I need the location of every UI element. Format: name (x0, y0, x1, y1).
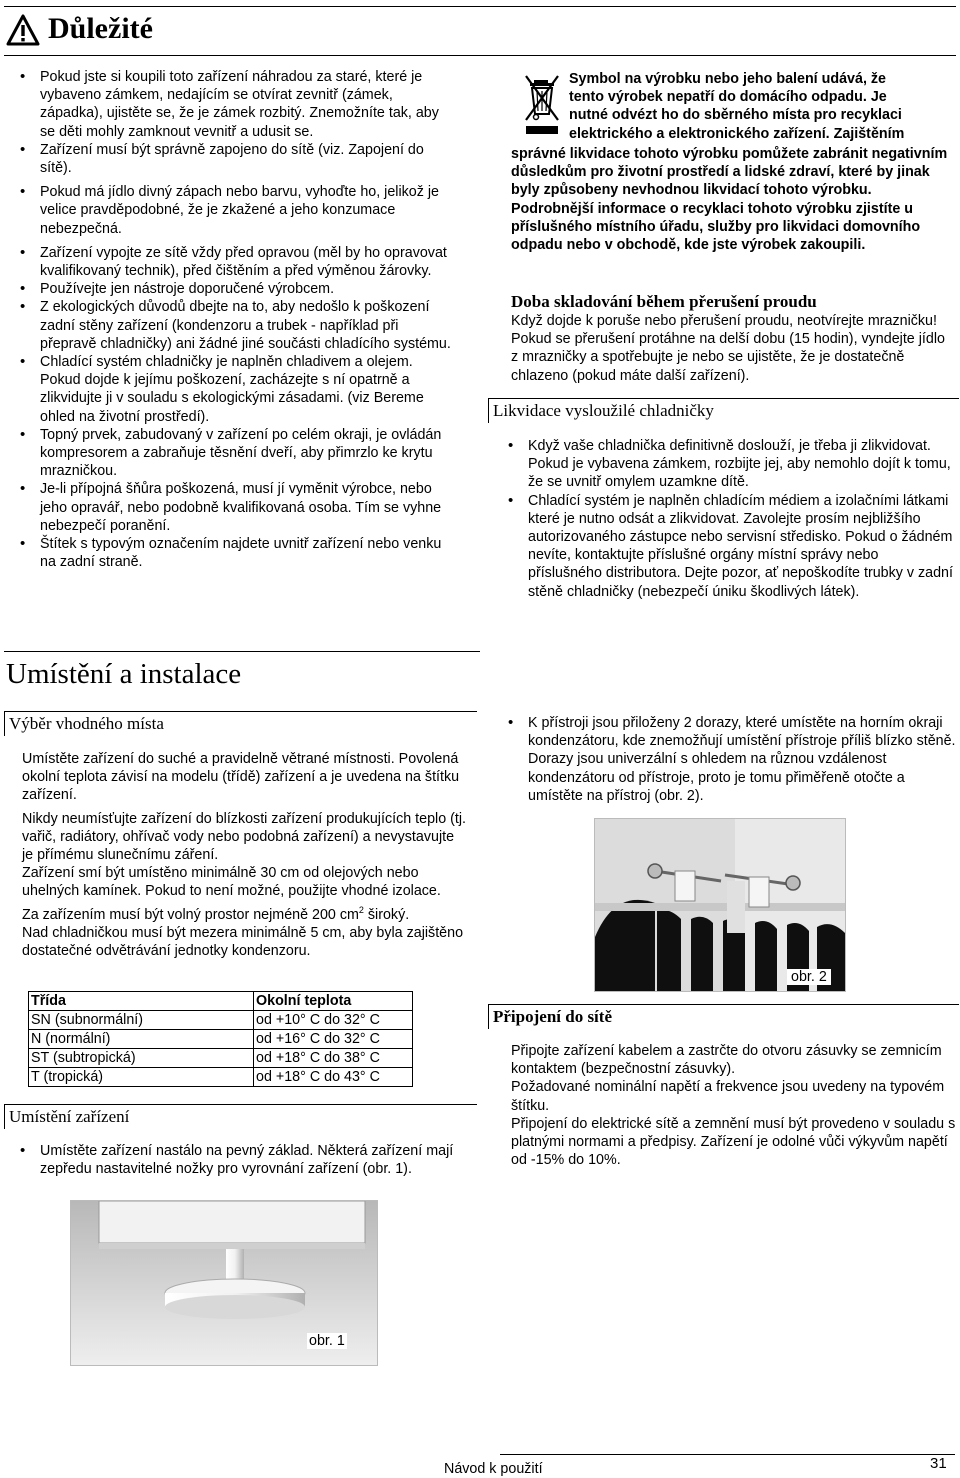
footer-rule (500, 1454, 955, 1455)
list-item: • Zařízení vypojte ze sítě vždy před opravou (měl by ho opravovat kvalifikovaný technik), před čištěním a před výměnou žárovky. (6, 244, 454, 280)
list-item: • Pokud jste si koupili toto zařízení náhradou za staré, které je vybaveno zámkem, nedajícím se otvírat zevnitř (zámek, západka), ujistěte se, že je zámek rozbitý. Znemožníte tak, aby se děti mohly zamknout vevnitř a udusit se. (6, 68, 454, 141)
page-number: 31 (930, 1455, 947, 1472)
table-cell: ST (subtropická) (29, 1049, 254, 1068)
power-outage-heading: Doba skladování během přerušení proudu (511, 292, 817, 311)
list-item: • Když vaše chladnička definitivně doslouží, je třeba ji zlikvidovat. Pokud je vybavena zámkem, rozbijte jej, aby nemohlo dojít k tomu, že se uvnitř omylem uzamkne dítě. (494, 437, 956, 492)
recycling-intro (569, 70, 960, 143)
recycling-line: tento výrobek nepatří do domácího odpadu. Je (569, 89, 887, 106)
page-title: Důležité (48, 12, 153, 45)
power-p1: Připojte zařízení kabelem a zastrčte do otvoru zásuvky se zemnicím kontaktem (bezpečnostní zásuvky). (511, 1043, 942, 1078)
location-p1: Umístěte zařízení do suché a pravidelně větrané místnosti. Povolená okolní teplota závisí na modelu (třídě) zařízení a je uvedena na štítku zařízení. (22, 751, 460, 804)
figure-2-label: obr. 2 (787, 969, 831, 985)
recycling-line: elektrického a elektronického zařízení. Zajištěním (569, 125, 905, 142)
location-p5: Nad chladničkou musí být mezera minimálně 5 cm, aby byla zajištěno dostatečné odvětrávání jednotky kondenzoru. (22, 924, 464, 959)
disposal-section (494, 437, 956, 601)
table-row (29, 1068, 413, 1087)
table-header-row (29, 992, 413, 1011)
table-header-cell: Okolní teplota (254, 992, 413, 1011)
power-p3: Připojení do elektrické sítě a zemnění musí být provedeno v souladu s platnými normami a předpisy. Zařízení je odolné vůči výkyvům napětí od -15% do 10%. (511, 1115, 956, 1169)
location-heading: Výběr vhodného místa (4, 711, 477, 736)
table-row (29, 1011, 413, 1030)
table-header-cell: Třída (29, 992, 254, 1011)
important-list (6, 68, 454, 571)
figure-1 (70, 1200, 378, 1366)
table-row (29, 1049, 413, 1068)
power-outage-text: Když dojde k poruše nebo přerušení proudu, neotvírejte mrazničku! Pokud se přerušení protáhne na delší dobu (15 hodin), vyndejte jídlo z mrazničky a spotřebujte je nebo se ujistěte, že je dostatečně chlazeno (pokud máte další zařízení). (511, 313, 945, 384)
list-item: • Pokud má jídlo divný zápach nebo barvu, vyhoďte ho, jelikož je velice pravděpodobné, že je zkažené a jeho konzumace nebezpečná. (6, 183, 454, 238)
table-cell: od +18° C do 38° C (254, 1049, 413, 1068)
table-cell: od +18° C do 43° C (254, 1068, 413, 1087)
recycling-text: správné likvidace tohoto výrobku pomůžete zabránit negativním důsledkům pro životní prostředí a lidské zdraví, které by jinak byly způsobeny nevhodnou likvidací tohoto výrobku. Podrobnější informace o recyklaci tohoto výrobku zjistíte u příslušného místního úřadu, služby pro likvidaci domovního odpadu nebo v obchodě, kde jste výrobek zakoupili. (511, 146, 948, 254)
location-p2: Nikdy neumísťujte zařízení do blízkosti zařízení produkujících teplo (tj. vařič, radiátory, ohřívač vody nebo podobná zařízení) a nevystavujte je přímému slunečnímu záření. (22, 810, 466, 864)
table-row (29, 1030, 413, 1049)
location-p4 (22, 901, 468, 924)
list-item: • Chladící systém chladničky je naplněn chladivem a olejem. Pokud dojde k jejímu poškození, zacházejte s ní opatrně a zlikvidujte ji v souladu s ekologickými zásadami. (viz Bereme ohled na životní prostředí). (6, 353, 454, 426)
spacers-section (494, 714, 956, 805)
placement-heading: Umístění zařízení (4, 1104, 477, 1129)
location-text (22, 750, 468, 960)
recycling-line: nutné odvézt ho do sběrného místa pro recyklaci (569, 107, 902, 124)
list-item: • Topný prvek, zabudovaný v zařízení po celém okraji, je ovládán kompresorem a zabraňuje těsnění dveří, aby přimrzlo ke krytu mrazničkou. (6, 426, 454, 481)
table-cell: N (normální) (29, 1030, 254, 1049)
warning-icon (6, 14, 40, 46)
list-item: • Používejte jen nástroje doporučené výrobcem. (6, 280, 454, 298)
weee-bin-icon (522, 72, 562, 136)
placement-section (6, 1142, 476, 1178)
location-p3: Zařízení smí být umístěno minimálně 30 cm od olejových nebo uhelných kamínek. Pokud to není možné, použijte vhodné izolace. (22, 865, 441, 900)
power-p2: Požadované nominální napětí a frekvence jsou uvedeny na typovém štítku. (511, 1079, 945, 1114)
table-cell: SN (subnormální) (29, 1011, 254, 1030)
footer-text: Návod k použití (444, 1461, 543, 1477)
list-item: • Štítek s typovým označením najdete uvnitř zařízení nebo venku na zadní straně. (6, 535, 454, 571)
climate-class-table (28, 991, 413, 1087)
figure-2 (594, 818, 846, 992)
list-item: • Zařízení musí být správně zapojeno do sítě (viz. Zapojení do sítě). (6, 141, 454, 177)
table-cell: T (tropická) (29, 1068, 254, 1087)
power-text (511, 1042, 956, 1169)
important-section (6, 68, 454, 571)
list-item: • K přístroji jsou přiloženy 2 dorazy, které umístěte na horním okraji kondenzátoru, kde znemožňují umístění přístroje příliš blízko stěně. Dorazy jsou univerzální s ohledem na různou vzdálenost kondenzátoru od přístroje, proto je tomu přiměřeně otočte a umístěte na přístroj (obr. 2). (494, 714, 956, 805)
list-item: • Z ekologických důvodů dbejte na to, aby nedošlo k poškození zadní stěny zařízení (kondenzoru a trubek - například při přepravě chladničky) ani žádné jiné součásti chladícího systému. (6, 298, 454, 353)
table-cell: od +10° C do 32° C (254, 1011, 413, 1030)
installation-heading: Umístění a instalace (6, 658, 242, 690)
list-item: • Chladící systém je naplněn chladícím médiem a izolačními látkami které je nutno odsát a zlikvidovat. Zavolejte prosím nejbližšího autorizovaného zástupce nebo servisní středisko. Pokud o žádném nevíte, kontaktujte příslušné orgány místní správy nebo příslušného distributora. Dejte pozor, ať nepoškodíte trubky v zadní stěně chladničky (nebezpečí úniku škodlivých látek). (494, 492, 956, 601)
power-heading: Připojení do sítě (488, 1004, 959, 1029)
list-item: • Je-li přípojná šňůra poškozená, musí jí vyměnit výrobce, nebo jeho opravář, nebo podobně kvalifikovaná osoba. Tím se vyhne nebezpečí poranění. (6, 480, 454, 535)
disposal-heading: Likvidace vysloužilé chladničky (488, 398, 959, 423)
section-divider (4, 651, 480, 652)
figure-1-label: obr. 1 (309, 1333, 345, 1349)
location-p4-sup: 2 (358, 904, 364, 915)
location-p4-tail: široký. (363, 906, 410, 923)
list-item: • Umístěte zařízení nastálo na pevný základ. Některá zařízení mají zepředu nastavitelné nožky pro vyrovnání zařízení (obr. 1). (6, 1142, 476, 1178)
location-p4-text: Za zařízením musí být volný prostor nejméně 200 cm (22, 906, 359, 923)
condenser-spacer-illustration (595, 819, 845, 991)
recycling-line: Symbol na výrobku nebo jeho balení udává, že (569, 71, 886, 87)
table-cell: od +16° C do 32° C (254, 1030, 413, 1049)
